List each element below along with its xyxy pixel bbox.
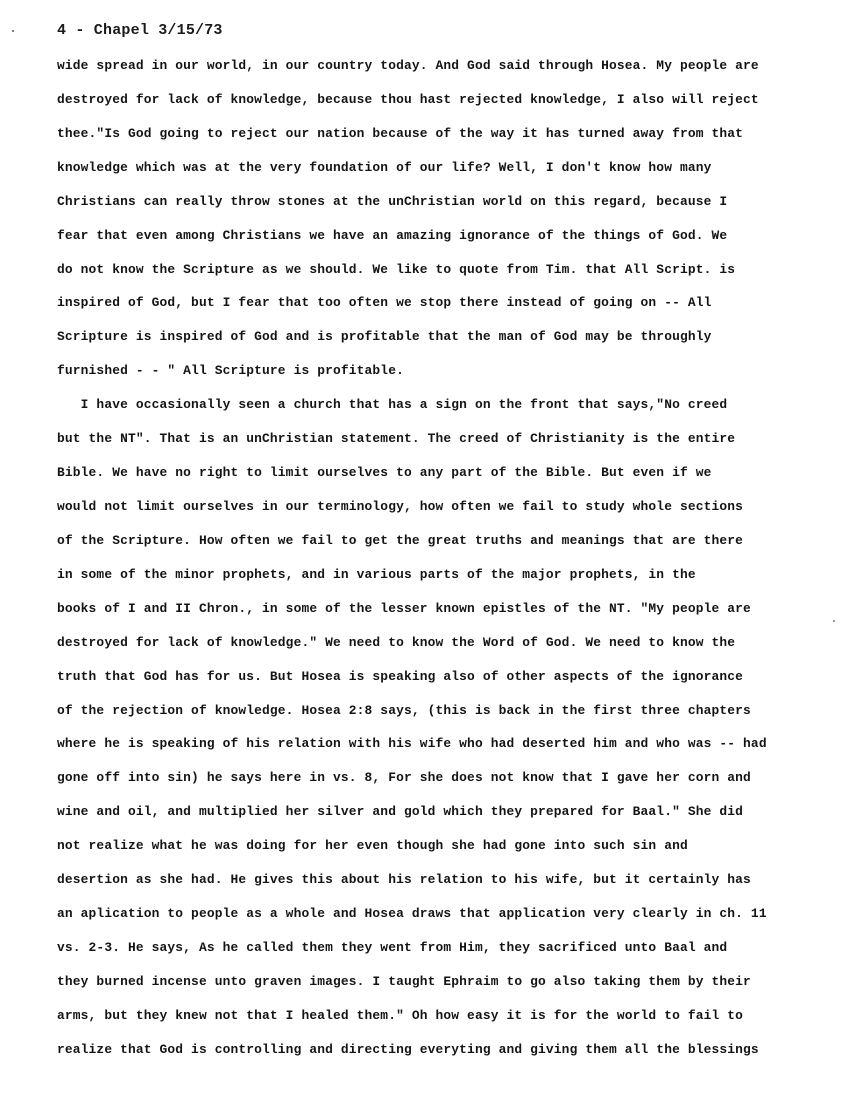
page-header: 4 - Chapel 3/15/73 <box>57 22 223 39</box>
text-line: Bible. We have no right to limit ourselves to any part of the Bible. But even if we <box>57 465 712 481</box>
text-line: in some of the minor prophets, and in various parts of the major prophets, in the <box>57 566 696 582</box>
text-line: not realize what he was doing for her even though she had gone into such sin and <box>57 838 688 854</box>
text-line: gone off into sin) he says here in vs. 8, For she does not know that I gave her corn and <box>57 770 751 786</box>
stray-ink-mark <box>12 30 14 32</box>
text-line: destroyed for lack of knowledge, because thou hast rejected knowledge, I also will reject <box>57 91 759 107</box>
text-line: inspired of God, but I fear that too often we stop there instead of going on -- All <box>57 295 712 311</box>
text-line: wide spread in our world, in our country today. And God said through Hosea. My people are <box>57 58 759 73</box>
text-line: would not limit ourselves in our terminology, how often we fail to study whole sections <box>57 498 744 514</box>
text-line: books of I and II Chron., in some of the lesser known epistles of the NT. "My people are <box>57 600 751 616</box>
text-line: desertion as she had. He gives this about his relation to his wife, but it certainly has <box>57 872 751 888</box>
text-line: wine and oil, and multiplied her silver and gold which they prepared for Baal." She did <box>57 804 744 820</box>
text-line: Christians can really throw stones at the unChristian world on this regard, because I <box>57 193 728 209</box>
text-line: vs. 2-3. He says, As he called them they went from Him, they sacrificed unto Baal and <box>57 939 728 955</box>
text-line: thee."Is God going to reject our nation because of the way it has turned away from that <box>57 125 744 141</box>
stray-ink-mark <box>833 620 835 622</box>
text-line: Scripture is inspired of God and is profitable that the man of God may be throughly <box>57 329 712 345</box>
text-line: destroyed for lack of knowledge." We need to know the Word of God. We need to know the <box>57 634 736 650</box>
text-line: of the rejection of knowledge. Hosea 2:8 says, (this is back in the first three chapters <box>57 702 751 718</box>
text-line: knowledge which was at the very foundation of our life? Well, I don't know how many <box>57 159 712 175</box>
text-line: truth that God has for us. But Hosea is speaking also of other aspects of the ignorance <box>57 668 744 684</box>
text-line: of the Scripture. How often we fail to get the great truths and meanings that are there <box>57 532 744 548</box>
paragraph-start-line: I have occasionally seen a church that has a sign on the front that says,"No creed <box>57 397 728 413</box>
text-line: they burned incense unto graven images. I taught Ephraim to go also taking them by their <box>57 973 751 989</box>
body-text <box>57 56 827 1074</box>
text-line: an aplication to people as a whole and Hosea draws that application very clearly in ch. 11 <box>57 906 767 922</box>
text-line: realize that God is controlling and directing everyting and giving them all the blessings <box>57 1041 759 1057</box>
text-line: fear that even among Christians we have an amazing ignorance of the things of God. We <box>57 227 728 243</box>
text-line: furnished - - " All Scripture is profitable. <box>57 363 404 379</box>
text-line: do not know the Scripture as we should. We like to quote from Tim. that All Script. is <box>57 261 736 277</box>
text-line: but the NT". That is an unChristian statement. The creed of Christianity is the entire <box>57 431 736 447</box>
text-line: arms, but they knew not that I healed them." Oh how easy it is for the world to fail to <box>57 1007 744 1023</box>
text-line: where he is speaking of his relation with his wife who had deserted him and who was -- had <box>57 736 767 752</box>
